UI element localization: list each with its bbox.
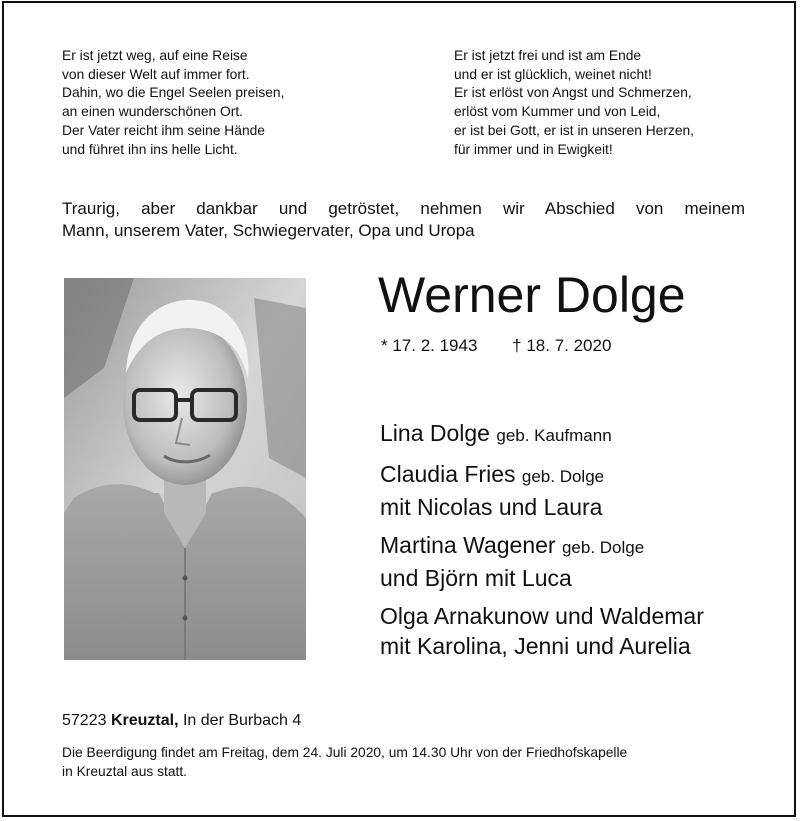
poem-right [454,47,694,159]
maiden-name-note: geb. Dolge [521,467,605,486]
maiden-name-note: geb. Dolge [561,538,645,557]
funeral-line: Die Beerdigung findet am Freitag, dem 24. Juli 2020, um 14.30 Uhr von der Friedhofskapelle [62,745,628,760]
poem-left-line: von dieser Welt auf immer fort. [62,66,250,82]
mourner-name: Martina Wagener [380,532,556,558]
funeral-line: in Kreuztal aus statt. [62,763,188,779]
birth-date: * 17. 2. 1943 [381,336,478,355]
poem-right-line: für immer und in Ewigkeit! [454,141,613,157]
poem-left-line: Dahin, wo die Engel Seelen preisen, [62,85,285,101]
poem-left-line: und führet ihn ins helle Licht. [62,141,238,157]
poem-right-line: erlöst vom Kummer und von Leid, [454,104,661,120]
intro-line: Mann, unserem Vater, Schwiegervater, Opa und Uropa [62,221,475,240]
funeral-info [62,744,762,781]
poem-left [62,47,284,159]
address-zip: 57223 [62,712,107,729]
poem-left-line: Er ist jetzt weg, auf eine Reise [62,48,248,63]
mourners-list [380,418,704,669]
mourner-group [380,459,704,522]
mourner-line [380,601,704,631]
mourner-line: mit Nicolas und Laura [380,494,603,520]
mourner-group [380,601,704,661]
intro-line: Traurig, aber dankbar und getröstet, nehmen wir Abschied von meinem [62,199,745,218]
poem-right-line: Er ist jetzt frei und ist am Ende [454,48,642,63]
poem-left-line: an einen wunderschönen Ort. [62,104,244,120]
mourner-name: Olga Arnakunow und Waldemar [380,603,704,629]
mourner-name: Claudia Fries [380,461,516,487]
address-city: Kreuztal, [110,712,179,729]
death-date: † 18. 7. 2020 [512,336,612,355]
obituary-notice [2,1,796,817]
mourner-group [380,418,704,451]
poem-right-line: Er ist erlöst von Angst und Schmerzen, [454,85,692,101]
portrait-photo [64,278,306,660]
life-dates [381,335,611,357]
mourner-line [380,530,704,563]
mourner-line: mit Karolina, Jenni und Aurelia [380,633,691,659]
mourner-line: und Björn mit Luca [380,565,572,591]
mourner-group [380,530,704,593]
poem-right-line: er ist bei Gott, er ist in unseren Herzen, [454,122,695,138]
poem-right-line: und er ist glücklich, weinet nicht! [454,66,652,82]
deceased-name: Werner Dolge [378,267,686,323]
mourner-line [380,418,704,451]
mourner-name: Lina Dolge [380,420,490,446]
address-street: In der Burbach 4 [182,712,302,729]
mourner-line [380,459,704,492]
maiden-name-note: geb. Kaufmann [496,426,612,445]
poem-left-line: Der Vater reicht ihm seine Hände [62,122,265,138]
intro-text [62,198,745,242]
family-address [62,710,301,732]
